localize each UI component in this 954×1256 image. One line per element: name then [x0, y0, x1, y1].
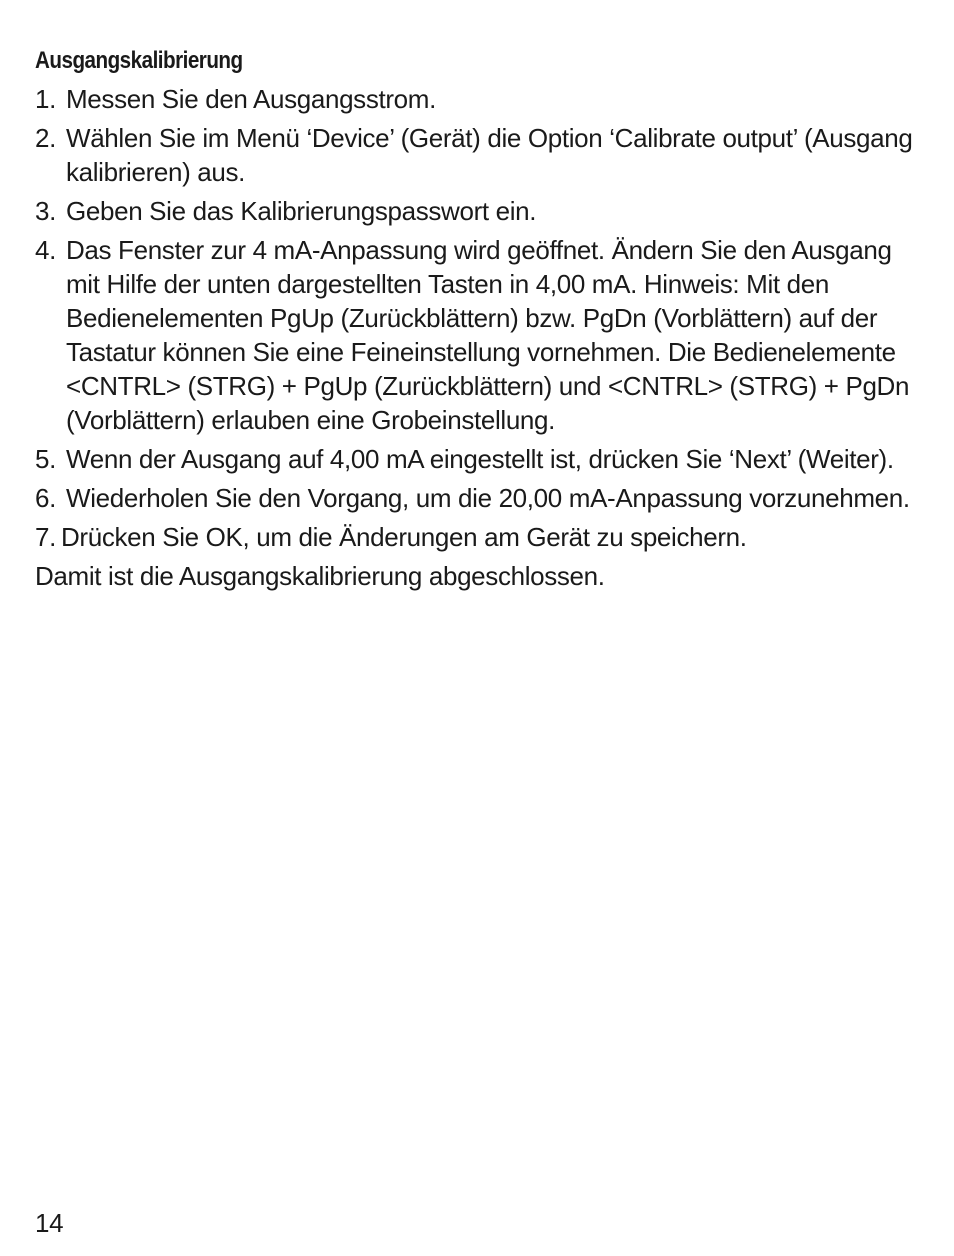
list-item-step-2: [35, 121, 915, 189]
step-number: 4.: [35, 235, 56, 265]
calibration-steps-list: [35, 82, 915, 554]
step-number: 7.: [35, 522, 56, 552]
list-item-step-3: [35, 194, 915, 228]
list-item-step-6: [35, 481, 915, 515]
section-heading: Ausgangskalibrierung: [35, 47, 243, 74]
step-number: 5.: [35, 444, 56, 474]
step-number: 1.: [35, 84, 56, 114]
step-text: Messen Sie den Ausgangsstrom.: [66, 84, 436, 114]
step-text: Wiederholen Sie den Vorgang, um die 20,00 mA-Anpassung vorzunehmen.: [66, 483, 910, 513]
step-text: Geben Sie das Kalibrierungspasswort ein.: [66, 196, 537, 226]
list-item-step-5: [35, 442, 915, 476]
list-item-step-1: [35, 82, 915, 116]
step-text: Das Fenster zur 4 mA-Anpassung wird geöffnet. Ändern Sie den Ausgang mit Hilfe der unten dargestellten Tasten in 4,00 mA. Hinweis: Mit den Bedienelementen PgUp (Zurückblättern) bzw. PgDn (Vorblättern) auf der Tastatur können Sie eine Feineinstellung vornehmen. Die Bedienelemente <CNTRL> (STRG) + PgUp (Zurückblättern) und <CNTRL> (STRG) + PgDn (Vorblättern) erlauben eine Grobeinstellung.: [66, 235, 910, 435]
page-number: 14: [35, 1208, 64, 1238]
step-text: Wählen Sie im Menü ‘Device’ (Gerät) die Option ‘Calibrate output’ (Ausgang kalibrieren) aus.: [66, 123, 913, 187]
list-item-step-7: [35, 520, 915, 554]
document-body: [35, 44, 915, 593]
list-item-step-4: [35, 233, 915, 437]
step-number: 6.: [35, 483, 56, 513]
step-text: Drücken Sie OK, um die Änderungen am Gerät zu speichern.: [60, 522, 747, 552]
step-number: 3.: [35, 196, 56, 226]
closing-sentence: Damit ist die Ausgangskalibrierung abgeschlossen.: [35, 561, 605, 591]
step-number: 2.: [35, 123, 56, 153]
step-text: Wenn der Ausgang auf 4,00 mA eingestellt ist, drücken Sie ‘Next’ (Weiter).: [66, 444, 894, 474]
